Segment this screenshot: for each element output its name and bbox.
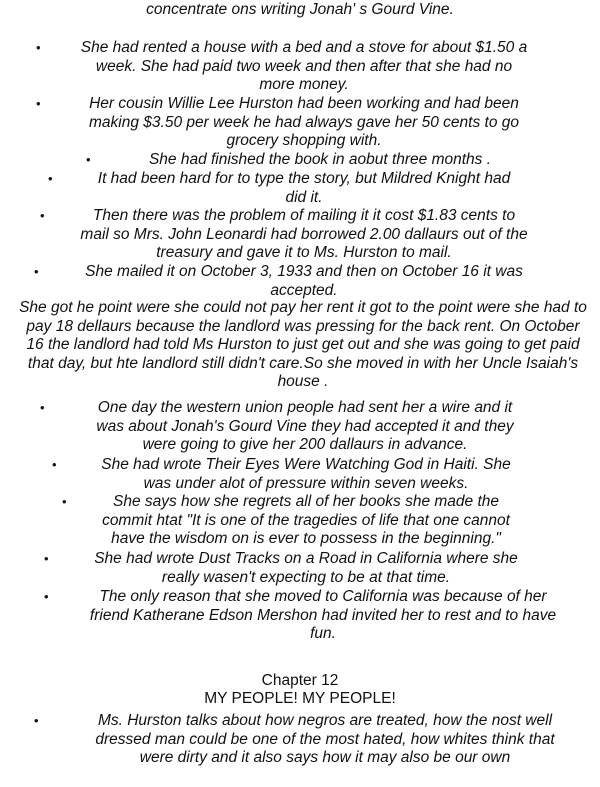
list-item	[52, 456, 520, 493]
list-item-text: It had been hard for to type the story, but Mildred Knight had did it.	[97, 170, 511, 206]
bullet-icon: •	[40, 208, 45, 223]
bullet-icon: •	[44, 589, 49, 604]
list-item-text: One day the western union people had sent her a wire and it was about Jonah's Gourd Vine they had accepted it and they were going to give her 200 dallaurs in advance.	[96, 399, 514, 454]
list-item-text: Her cousin Willie Lee Hurston had been working and had been making $3.50 per week he had always gave her 50 cents to go grocery shopping with.	[89, 95, 519, 150]
bullet-icon: •	[34, 713, 39, 728]
bullet-icon: •	[34, 264, 39, 279]
chapter-title: MY PEOPLE! MY PEOPLE!	[204, 690, 396, 707]
chapter-number: Chapter 12	[261, 672, 339, 689]
list-item	[62, 493, 520, 549]
list-item	[34, 263, 536, 300]
list-item	[48, 170, 520, 207]
list-item	[44, 588, 568, 644]
list-item-text: The only reason that she moved to California was because of her friend Katherane Edson Mershon had invited her to rest and to have fun.	[89, 588, 557, 643]
list-item-text: She had wrote Their Eyes Were Watching God in Haiti. She was under alot of pressure within seven weeks.	[101, 456, 511, 492]
list-item	[44, 550, 528, 587]
list-item-text: She says how she regrets all of her books she made the commit htat "It is one of the tragedies of life that one cannot have the wisdom on is ever to possess in the beginning."	[102, 493, 510, 548]
paragraph-text: She got he point were she could not pay her rent it got to the point were she had to pay 18 dellaurs because the landlord was pressing for the back rent. On October 16 the landlord had told Ms Hurston to just get out and she was going to get paid that day, but hte landlord still didn't care.So she moved in with her Uncle Isaiah's house .	[19, 299, 587, 391]
list-item	[36, 95, 530, 151]
list-item-text: She had wrote Dust Tracks on a Road in California where she really wasen't expecting to be at that time.	[94, 550, 518, 586]
list-item	[40, 399, 528, 455]
bullet-icon: •	[86, 152, 91, 167]
bullet-icon: •	[52, 457, 57, 472]
list-item	[40, 207, 528, 263]
body-paragraph	[18, 299, 588, 392]
list-item-text: Ms. Hurston talks about how negros are treated, how the nost well dressed man could be one of the most hated, how whites think that were dirty and it also says how it may also be our own	[95, 712, 555, 767]
continuation-line	[80, 1, 520, 20]
bullet-icon: •	[44, 551, 49, 566]
list-item-text: Then there was the problem of mailing it it cost $1.83 cents to mail so Mrs. John Leonardi had borrowed 2.00 dallaurs out of the treasury and gave it to Ms. Hurston to mail.	[80, 207, 528, 262]
list-item	[36, 39, 530, 95]
bullet-icon: •	[48, 171, 53, 186]
list-item	[86, 151, 520, 170]
bullet-icon: •	[36, 40, 41, 55]
list-item-text: She had rented a house with a bed and a stove for about $1.50 a week. She had paid two week and then after that she had no more money.	[80, 39, 528, 94]
bullet-icon: •	[36, 96, 41, 111]
list-item-text: She mailed it on October 3, 1933 and then on October 16 it was accepted.	[85, 263, 523, 299]
list-item-text: She had finished the book in aobut three months .	[148, 151, 492, 168]
continuation-text: concentrate ons writing Jonah' s Gourd Vine.	[146, 1, 454, 18]
bullet-icon: •	[62, 494, 67, 509]
bullet-icon: •	[40, 400, 45, 415]
list-item	[34, 712, 570, 768]
